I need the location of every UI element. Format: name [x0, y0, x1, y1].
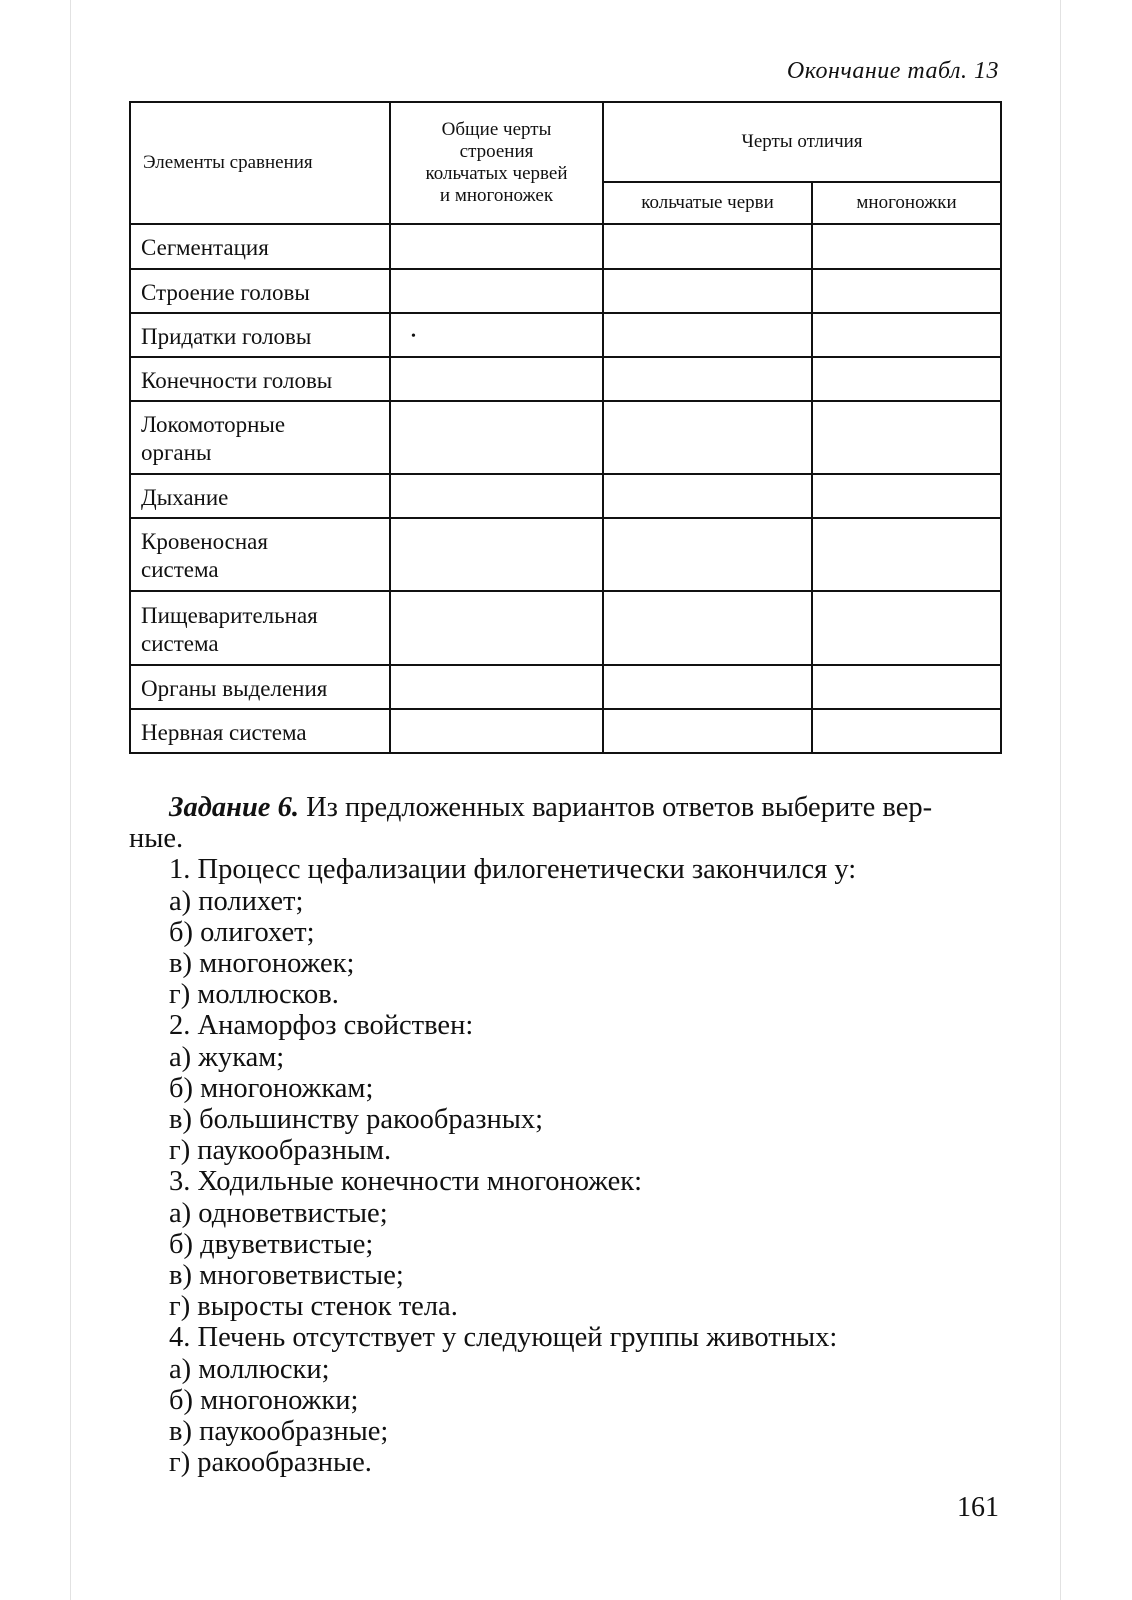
row-label: [130, 313, 390, 357]
answer-cell[interactable]: [812, 401, 1001, 474]
row-label: [130, 665, 390, 709]
answer-cell[interactable]: [812, 357, 1001, 401]
question-text: 2. Анаморфоз свойствен:: [169, 1010, 474, 1042]
answer-cell[interactable]: [603, 518, 812, 591]
answer-cell[interactable]: [390, 665, 603, 709]
header-common-line: Общие черты: [441, 119, 552, 140]
answer-option: в) паукообразные;: [169, 1416, 389, 1448]
answer-option: б) двуветвистые;: [169, 1228, 374, 1260]
answer-option: а) моллюски;: [169, 1353, 330, 1385]
question-text: 4. Печень отсутствует у следующей группы животных:: [169, 1322, 838, 1354]
row-label-line: Нервная система: [141, 719, 307, 745]
page-number: 161: [957, 1492, 999, 1523]
answer-cell[interactable]: [603, 665, 812, 709]
row-label: [130, 224, 390, 269]
row-label-line: органы: [141, 440, 212, 465]
answer-option: б) многоножки;: [169, 1384, 359, 1416]
table-row: [130, 591, 1001, 665]
bullet-mark: •: [411, 329, 416, 344]
page-edge-right: [1060, 0, 1061, 1600]
answer-cell[interactable]: [603, 709, 812, 753]
answer-cell[interactable]: [812, 474, 1001, 518]
answer-option: г) выросты стенок тела.: [169, 1291, 458, 1323]
row-label: [130, 474, 390, 518]
answer-cell[interactable]: [390, 518, 603, 591]
row-label-line: Кровеносная: [141, 529, 268, 554]
row-label-line: Пищеварительная: [141, 602, 318, 628]
table-caption: Окончание табл. 13: [786, 58, 999, 84]
row-label: [130, 591, 390, 665]
task-intro: [129, 792, 1000, 823]
answer-cell[interactable]: [812, 665, 1001, 709]
row-label-line: Конечности головы: [141, 367, 333, 393]
table-row: [130, 401, 1001, 474]
answer-option: г) ракообразные.: [169, 1447, 372, 1479]
row-label-line: Локомоторные: [141, 412, 286, 437]
row-label: [130, 269, 390, 313]
answer-option: б) многоножкам;: [169, 1072, 374, 1104]
answer-cell[interactable]: [603, 474, 812, 518]
task-section: [129, 792, 1000, 1478]
answer-cell[interactable]: [812, 224, 1001, 269]
answer-cell[interactable]: [812, 313, 1001, 357]
task-title: Задание 6.: [169, 792, 299, 823]
header-elements: Элементы сравнения: [130, 102, 390, 224]
answer-cell[interactable]: [390, 224, 603, 269]
answer-cell[interactable]: [603, 591, 812, 665]
answer-option: г) моллюсков.: [169, 979, 339, 1011]
header-common-line: кольчатых червей: [425, 163, 568, 184]
answer-option: а) одноветвистые;: [169, 1197, 388, 1229]
answer-cell[interactable]: [603, 224, 812, 269]
answer-cell[interactable]: [812, 518, 1001, 591]
row-label-line: Органы выделения: [141, 675, 328, 701]
answer-cell[interactable]: [812, 269, 1001, 313]
table-row: [130, 224, 1001, 269]
row-label-line: Придатки головы: [141, 323, 312, 349]
answer-cell[interactable]: [603, 401, 812, 474]
subheader-annelids: кольчатые черви: [603, 182, 812, 224]
answer-cell[interactable]: [390, 474, 603, 518]
header-common-line: строения: [459, 141, 534, 162]
row-label: [130, 518, 390, 591]
table-row: [130, 357, 1001, 401]
table-row: [130, 474, 1001, 518]
table-row: [130, 709, 1001, 753]
answer-option: а) жукам;: [169, 1041, 285, 1073]
answer-cell[interactable]: [603, 269, 812, 313]
table-row: [130, 518, 1001, 591]
table-row: [130, 313, 1001, 357]
answer-cell[interactable]: [390, 401, 603, 474]
header-common-features: [390, 102, 603, 224]
answer-option: в) многоножек;: [169, 948, 355, 980]
answer-cell[interactable]: [390, 313, 603, 357]
answer-cell[interactable]: [603, 313, 812, 357]
question-text: 1. Процесс цефализации филогенетически закончился у:: [169, 854, 857, 886]
answer-cell[interactable]: [390, 357, 603, 401]
header-differences: Черты отличия: [603, 102, 1001, 182]
page-edge-left: [70, 0, 71, 1600]
answer-cell[interactable]: [812, 591, 1001, 665]
table-row: [130, 665, 1001, 709]
row-label-line: Сегментация: [141, 235, 269, 260]
row-label: [130, 357, 390, 401]
answer-option: г) паукообразным.: [169, 1135, 392, 1167]
subheader-myriapods: многоножки: [812, 182, 1001, 224]
task-intro-continuation: ные.: [129, 823, 184, 855]
table-row: [130, 269, 1001, 313]
row-label: [130, 709, 390, 753]
answer-cell[interactable]: [390, 269, 603, 313]
row-label-line: система: [141, 557, 219, 582]
header-common-line: и многоножек: [439, 185, 554, 206]
answer-cell[interactable]: [390, 591, 603, 665]
row-label-line: Дыхание: [141, 484, 229, 510]
answer-option: в) многоветвистые;: [169, 1260, 404, 1292]
answer-option: б) олигохет;: [169, 916, 315, 948]
row-label-line: система: [141, 630, 219, 656]
task-intro-text: Из предложенных вариантов ответов выберите вер-: [298, 792, 933, 823]
comparison-table: [129, 101, 1002, 754]
question-text: 3. Ходильные конечности многоножек:: [169, 1166, 643, 1198]
answer-cell[interactable]: [390, 709, 603, 753]
row-label-line: Строение головы: [141, 279, 310, 305]
answer-option: а) полихет;: [169, 885, 304, 917]
answer-cell[interactable]: [603, 357, 812, 401]
answer-option: в) большинству ракообразных;: [169, 1104, 544, 1136]
answer-cell[interactable]: [812, 709, 1001, 753]
row-label: [130, 401, 390, 474]
